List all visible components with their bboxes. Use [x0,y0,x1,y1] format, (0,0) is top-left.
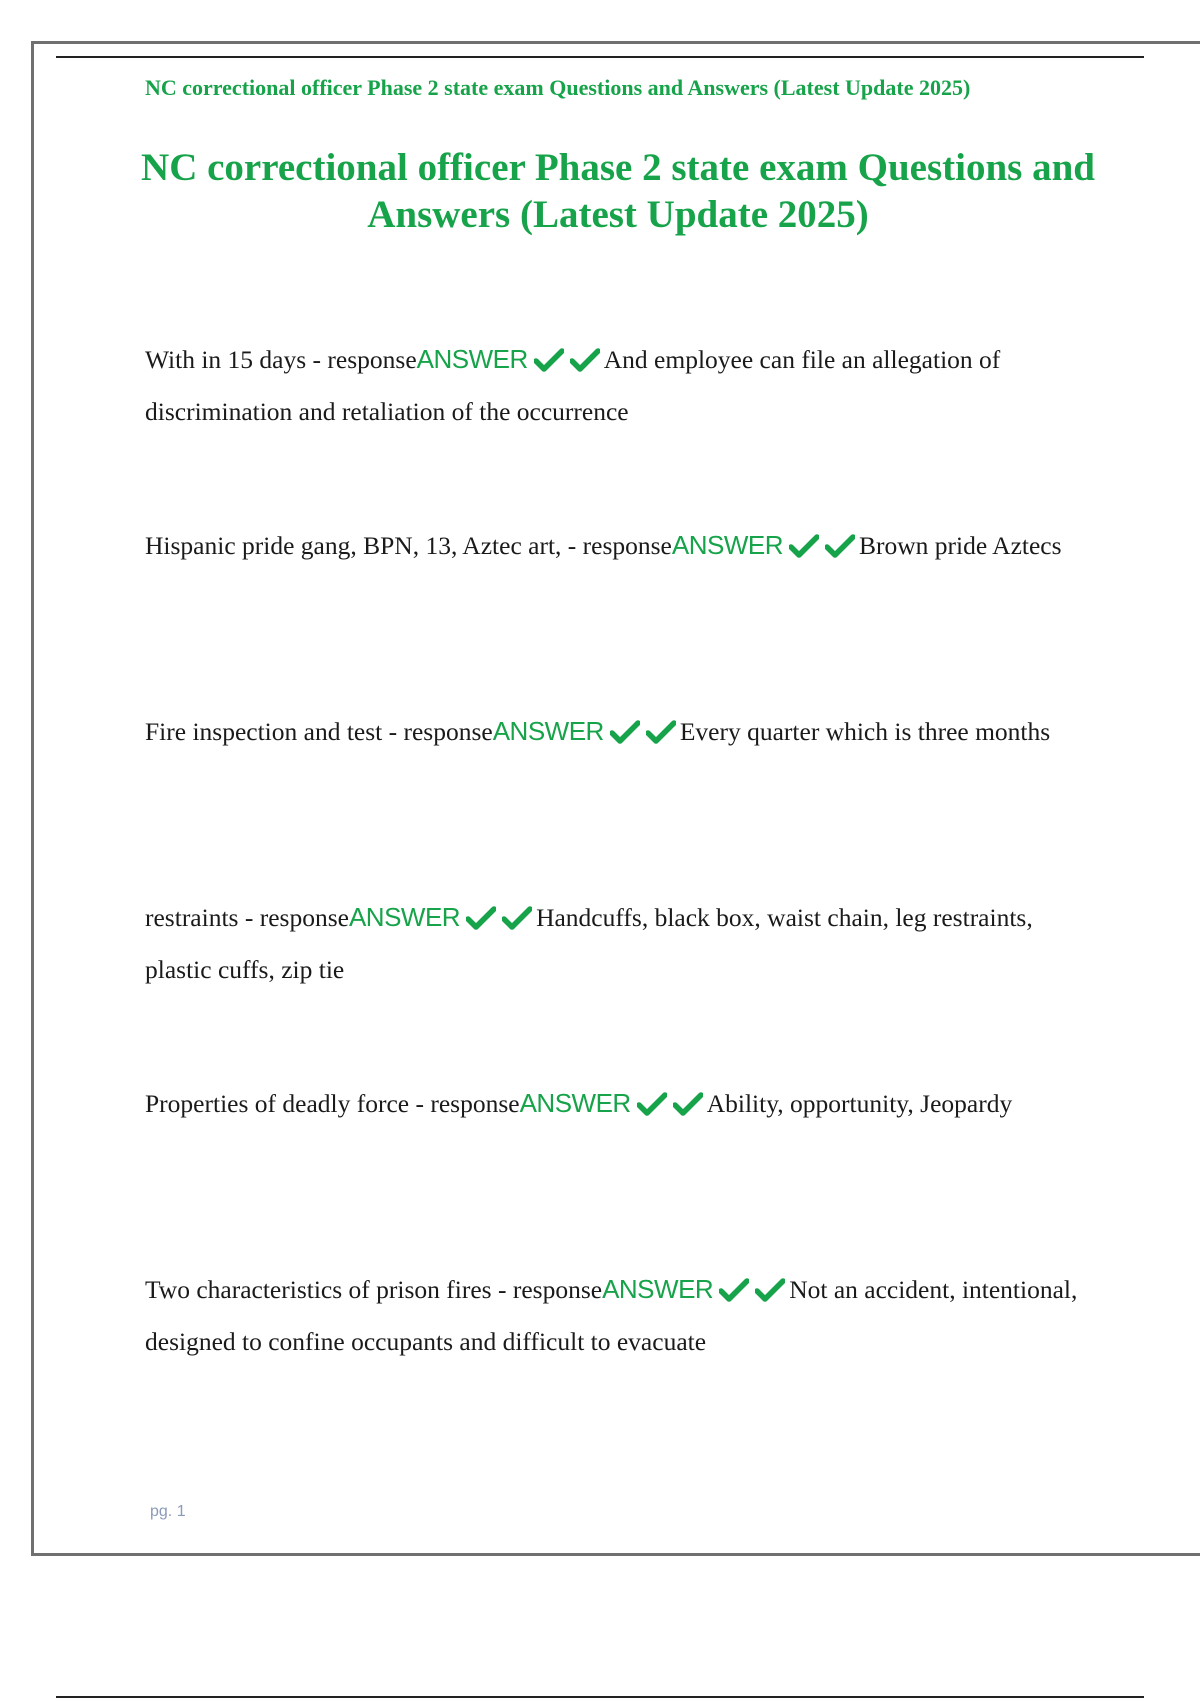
question-text: With in 15 days - response [145,345,417,374]
checkmark-icon [755,1278,785,1302]
qa-item [145,519,1085,705]
answer-text: Handcuffs, black box, waist chain, leg restraints, plastic cuffs, zip tie [145,903,1033,984]
question-text: restraints - response [145,903,349,932]
checkmark-icon [789,534,819,558]
answer-text: Not an accident, intentional, designed to confine occupants and difficult to evacuate [145,1275,1078,1356]
qa-item [145,333,1085,519]
question-text: Properties of deadly force - response [145,1089,520,1118]
answer-label: ANSWER [492,716,604,746]
checkmark-icon [534,348,564,372]
running-header: NC correctional officer Phase 2 state exam Questions and Answers (Latest Update 2025) [145,75,971,100]
answer-label: ANSWER [416,344,528,374]
header-divider [56,56,1144,58]
double-checkmark-icon [604,717,676,746]
answer-label: ANSWER [602,1274,714,1304]
qa-item [145,1263,1085,1449]
checkmark-icon [825,534,855,558]
checkmark-icon [673,1092,703,1116]
checkmark-icon [570,348,600,372]
checkmark-icon [719,1278,749,1302]
double-checkmark-icon [783,531,855,560]
document-title: NC correctional officer Phase 2 state exam Questions and Answers (Latest Update 2025) [141,146,1095,236]
double-checkmark-icon [631,1089,703,1118]
answer-label: ANSWER [519,1088,631,1118]
checkmark-icon [502,906,532,930]
page-number: pg. 1 [150,1503,186,1520]
answer-text: And employee can file an allegation of discrimination and retaliation of the occurrence [145,345,1001,426]
checkmark-icon [610,720,640,744]
qa-list [145,333,1085,1449]
qa-item [145,705,1085,891]
answer-text: Brown pride Aztecs [859,531,1062,560]
qa-item [145,1077,1085,1263]
question-text: Fire inspection and test - response [145,717,493,746]
answer-label: ANSWER [671,530,783,560]
checkmark-icon [466,906,496,930]
double-checkmark-icon [460,903,532,932]
question-text: Hispanic pride gang, BPN, 13, Aztec art, - response [145,531,672,560]
next-page-divider [56,1696,1144,1698]
answer-text: Ability, opportunity, Jeopardy [706,1089,1013,1118]
question-text: Two characteristics of prison fires - response [145,1275,603,1304]
double-checkmark-icon [528,345,600,374]
answer-text: Every quarter which is three months [679,717,1051,746]
checkmark-icon [646,720,676,744]
answer-label: ANSWER [348,902,461,932]
qa-item [145,891,1085,1077]
double-checkmark-icon [713,1275,785,1304]
checkmark-icon [637,1092,667,1116]
